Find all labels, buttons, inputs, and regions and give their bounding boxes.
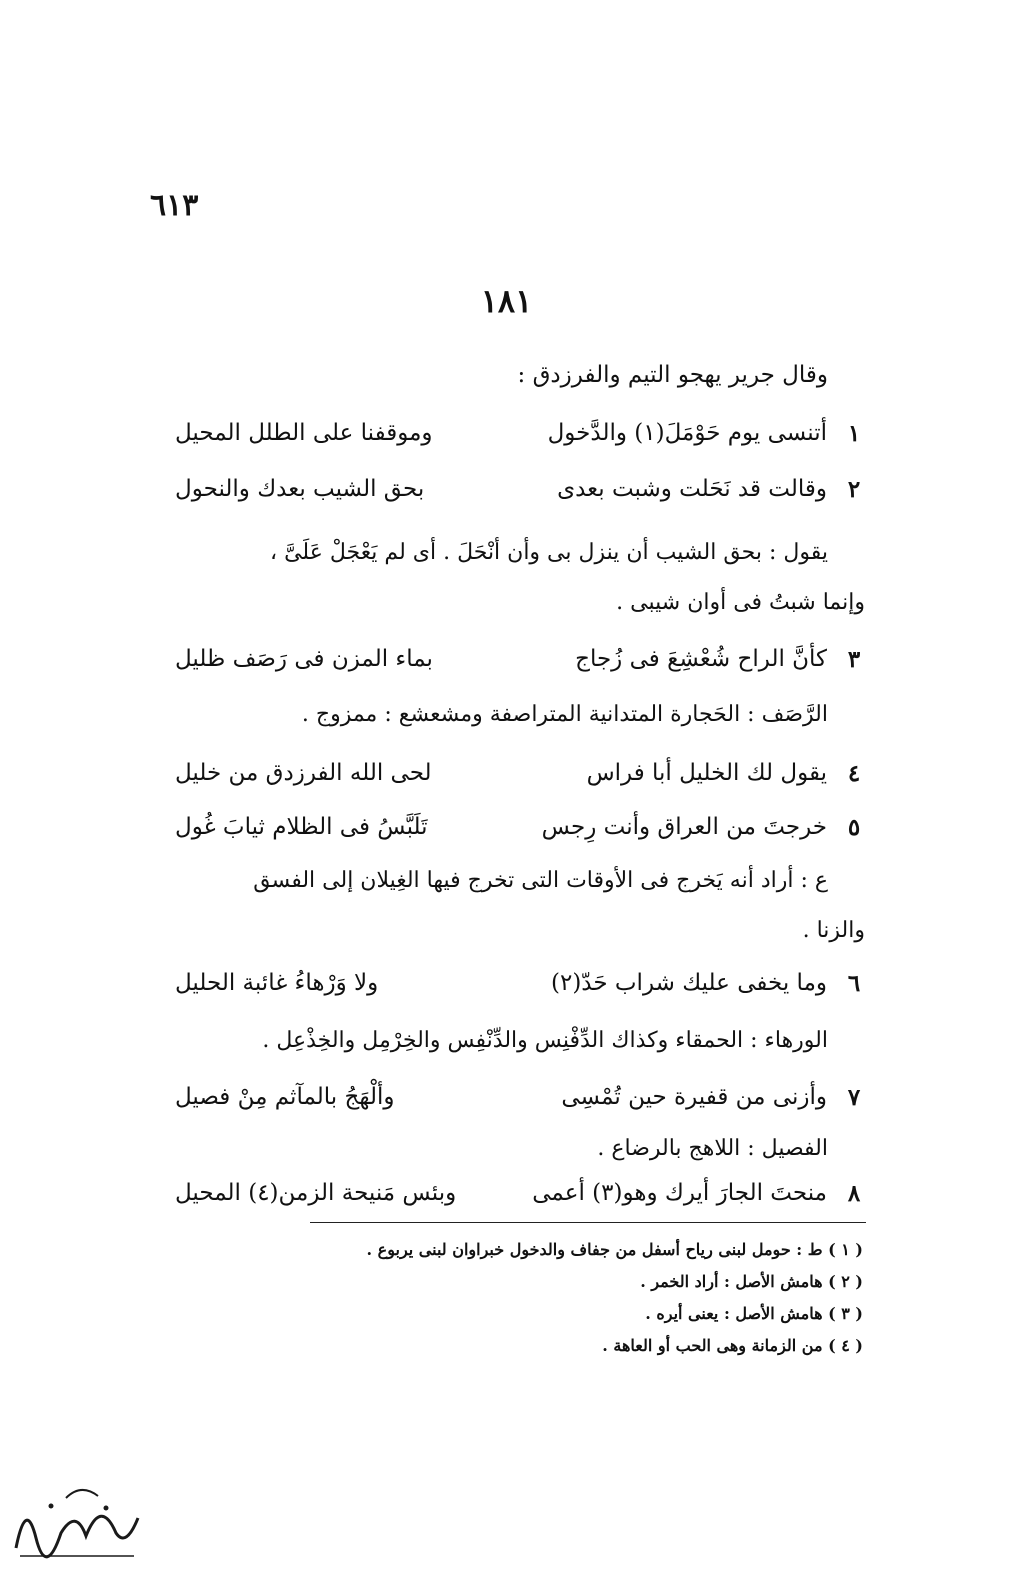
verse-second-hemistich: ولا وَرْهاءُ غائبة الحليل <box>175 970 379 996</box>
verse-first-hemistich: وقالت قد نَحَلت وشبت بعدى <box>557 476 827 502</box>
verse-number: ٦ <box>847 970 861 997</box>
library-stamp-logo <box>6 1478 146 1568</box>
intro-line: وقال جرير يهجو التيم والفرزدق : <box>517 362 828 388</box>
commentary-verse-5-cont: والزنا . <box>802 918 865 943</box>
verse-first-hemistich: كأنَّ الراح شُعْشِعَ فى زُجاج <box>575 646 827 672</box>
verse-number: ٢ <box>847 476 861 503</box>
verse-first-hemistich: أتنسى يوم حَوْمَلَ(١) والدَّخول <box>547 420 827 446</box>
stamp-stroke <box>66 1490 98 1498</box>
verse-second-hemistich: وموقفنا على الطلل المحيل <box>175 420 433 446</box>
verse-first-hemistich: وما يخفى عليك شراب حَدّ(٢) <box>550 970 827 996</box>
verse-first-hemistich: وأزنى من قفيرة حين تُمْسِى <box>561 1084 827 1110</box>
page-number: ٦١٣ <box>150 188 199 223</box>
verse-8 <box>175 1180 865 1220</box>
commentary-verse-6: الورهاء : الحمقاء وكذاك الدِّفْنِس والدِّنْفِس والخِرْمِل والخِذْعِل . <box>262 1028 828 1053</box>
stamp-dot <box>49 1504 54 1509</box>
verse-5 <box>175 814 865 854</box>
stamp-stroke <box>16 1516 138 1557</box>
verse-second-hemistich: لحى الله الفرزدق من خليل <box>175 760 432 786</box>
verse-1 <box>175 420 865 460</box>
footnote-2: ( ٢ ) هامش الأصل : أراد الخمر . <box>640 1272 863 1291</box>
verse-number: ٤ <box>847 760 861 787</box>
verse-4 <box>175 760 865 800</box>
footnote-1: ( ١ ) ط : حومل لبنى رياح أسفل من جفاف والدخول خبراوان لبنى يربوع . <box>366 1240 863 1259</box>
verse-second-hemistich: بماء المزن فى رَصَف ظليل <box>175 646 433 672</box>
stamp-dot <box>104 1506 109 1511</box>
commentary-verse-7: الفصيل : اللاهج بالرضاع . <box>597 1136 828 1161</box>
verse-number: ١ <box>847 420 861 447</box>
verse-6 <box>175 970 865 1010</box>
poem-number: ١٨١ <box>480 282 533 320</box>
verse-first-hemistich: يقول لك الخليل أبا فراس <box>586 760 827 786</box>
footnote-4: ( ٤ ) من الزمانة وهى الحب أو العاهة . <box>602 1336 863 1355</box>
commentary-verse-3: الرَّصَف : الحَجارة المتدانية المتراصفة ومشعشع : ممزوج . <box>301 702 828 727</box>
footnote-3: ( ٣ ) هامش الأصل : يعنى أيره . <box>645 1304 863 1323</box>
verse-number: ٥ <box>847 814 861 841</box>
commentary-verse-5: ع : أراد أنه يَخرج فى الأوقات التى تخرج فيها الغِيلان إلى الفسق <box>253 868 828 893</box>
verse-number: ٧ <box>847 1084 861 1111</box>
commentary-verse-2-cont: وإنما شبتُ فى أوان شيبى . <box>616 590 865 615</box>
commentary-verse-2: يقول : بحق الشيب أن ينزل بى وأن أنْحَلَ . أى لم يَعْجَلْ عَلَىَّ ، <box>270 540 828 565</box>
verse-first-hemistich: منحتَ الجارَ أيرك وهو(٣) أعمى <box>532 1180 827 1206</box>
footnote-divider <box>310 1222 866 1223</box>
verse-3 <box>175 646 865 686</box>
verse-first-hemistich: خرجتَ من العراق وأنت رِجس <box>541 814 827 840</box>
verse-second-hemistich: وألْهَجُ بالمآثم مِنْ فصيل <box>175 1084 395 1110</box>
verse-2 <box>175 476 865 516</box>
verse-second-hemistich: بحق الشيب بعدك والنحول <box>175 476 425 502</box>
verse-second-hemistich: وبئس مَنيحة الزمن(٤) المحيل <box>175 1180 457 1206</box>
verse-7 <box>175 1084 865 1124</box>
verse-second-hemistich: تَلَبَّسُ فى الظلام ثيابَ غُول <box>175 814 428 840</box>
verse-number: ٨ <box>847 1180 861 1207</box>
verse-number: ٣ <box>847 646 861 673</box>
